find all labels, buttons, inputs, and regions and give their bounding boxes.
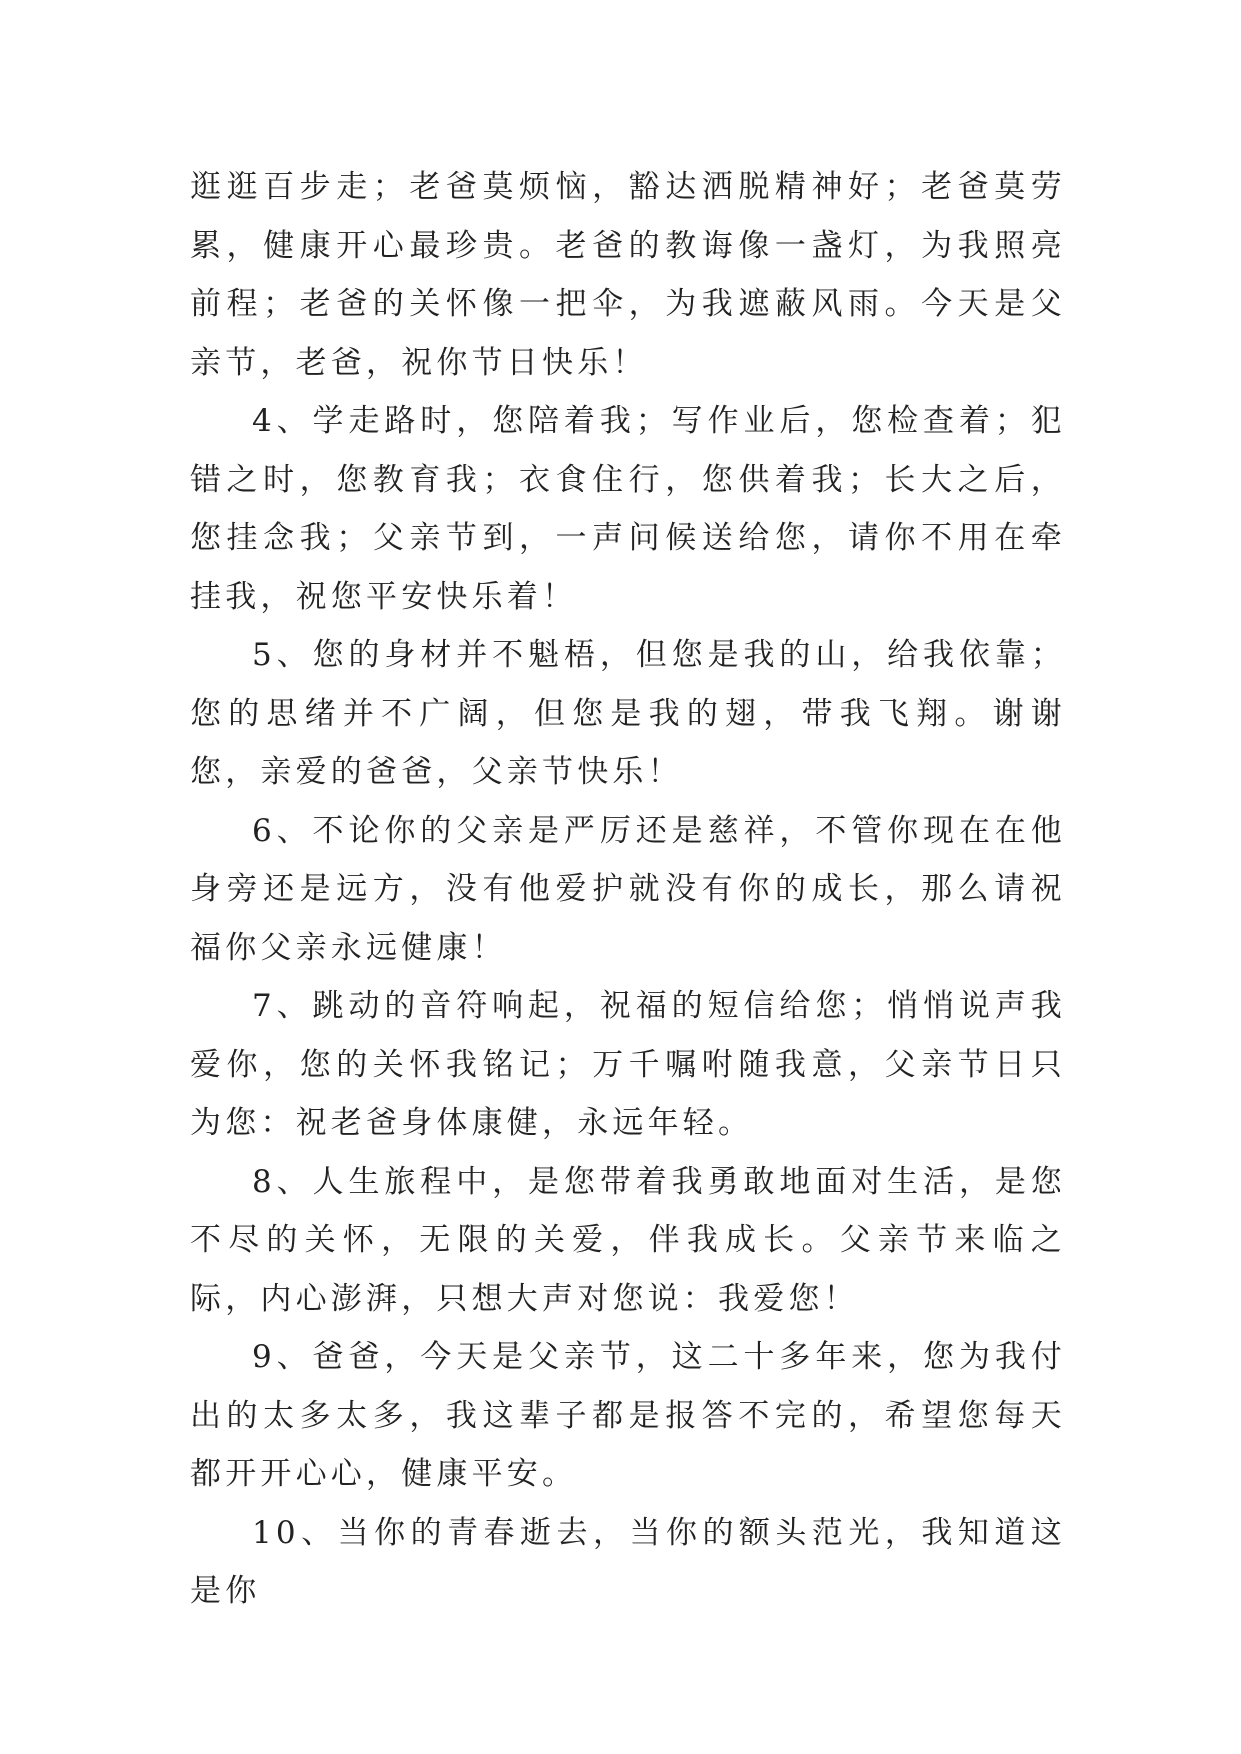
paragraph-4: 6、不论你的父亲是严厉还是慈祥，不管你现在在他身旁还是远方，没有他爱护就没有你的成长，那么请祝福你父亲永远健康！ (190, 812, 1066, 966)
paragraph-5: 7、跳动的音符响起，祝福的短信给您；悄悄说声我爱你，您的关怀我铭记；万千嘱咐随我意，父亲节日只为您：祝老爸身体康健，永远年轻。 (190, 988, 1066, 1141)
document-body (190, 158, 1066, 1621)
paragraph-1: 逛逛百步走；老爸莫烦恼，豁达洒脱精神好；老爸莫劳累，健康开心最珍贵。老爸的教诲像一盏灯，为我照亮前程；老爸的关怀像一把伞，为我遮蔽风雨。今天是父亲节，老爸，祝你节日快乐！ (190, 169, 1066, 381)
paragraph-6: 8、人生旅程中，是您带着我勇敢地面对生活，是您不尽的关怀，无限的关爱，伴我成长。父亲节来临之际，内心澎湃，只想大声对您说：我爱您！ (190, 1163, 1066, 1317)
paragraph-8: 10、当你的青春逝去，当你的额头范光，我知道这是你 (190, 1514, 1066, 1609)
paragraph-2: 4、学走路时，您陪着我；写作业后，您检查着；犯错之时，您教育我；衣食住行，您供着我；长大之后，您挂念我；父亲节到，一声问候送给您，请你不用在牵挂我，祝您平安快乐着！ (190, 403, 1066, 615)
paragraph-7: 9、爸爸，今天是父亲节，这二十多年来，您为我付出的太多太多，我这辈子都是报答不完的，希望您每天都开开心心，健康平安。 (190, 1339, 1066, 1492)
paragraph-3: 5、您的身材并不魁梧，但您是我的山，给我依靠；您的思绪并不广阔，但您是我的翅，带我飞翔。谢谢您，亲爱的爸爸，父亲节快乐！ (190, 637, 1066, 790)
